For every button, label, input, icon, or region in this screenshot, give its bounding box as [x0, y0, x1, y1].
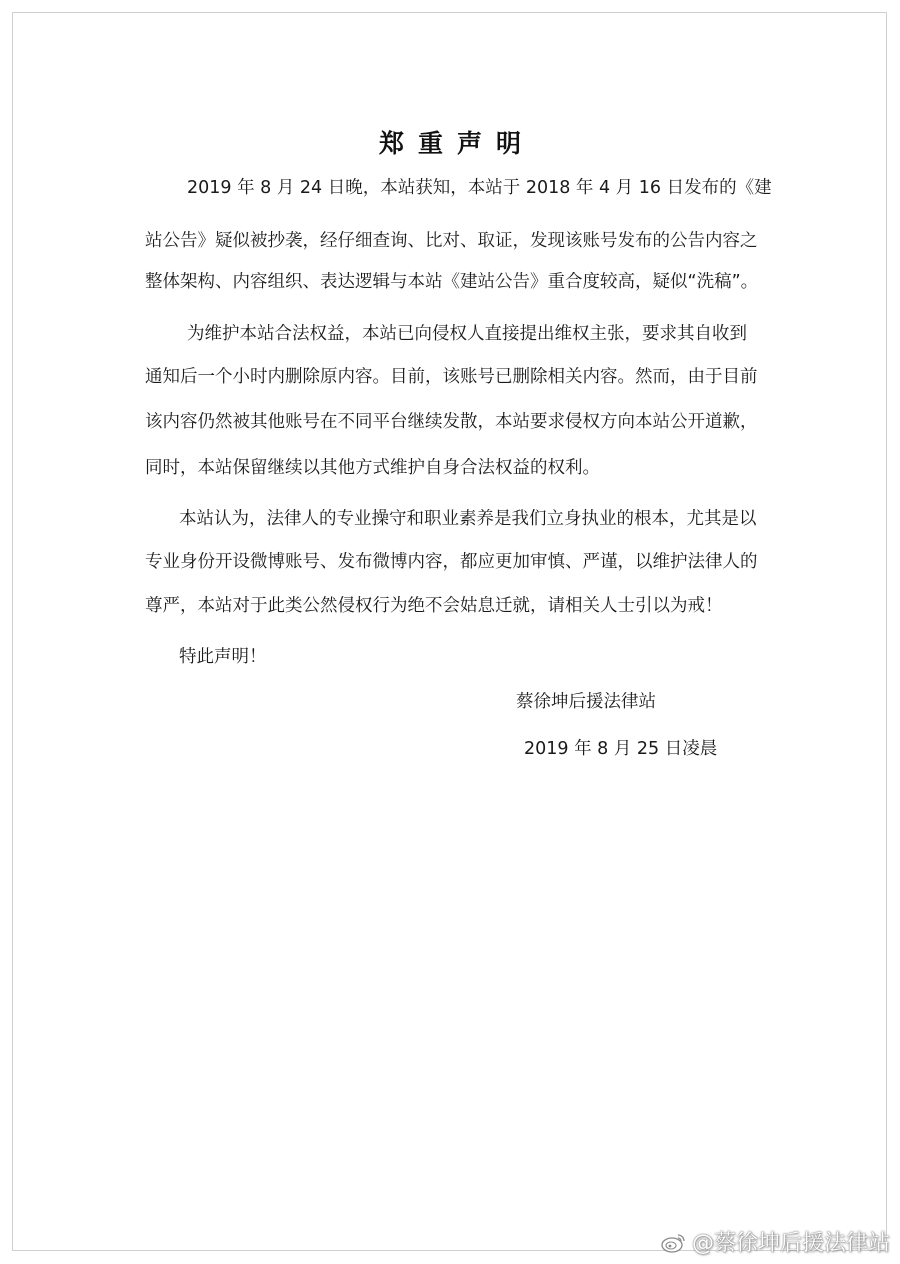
paragraph-2-line-1: 为维护本站合法权益，本站已向侵权人直接提出维权主张，要求其自收到 [187, 324, 747, 344]
paragraph-1-line-1: 2019 年 8 月 24 日晚，本站获知，本站于 2018 年 4 月 16 日发布的《建 [187, 178, 772, 198]
signature-organization: 蔡徐坤后援法律站 [516, 692, 656, 712]
paragraph-2-line-3: 该内容仍然被其他账号在不同平台继续发散，本站要求侵权方向本站公开道歉， [145, 412, 758, 432]
document-title: 郑重声明 [378, 129, 535, 158]
paragraph-2-line-4: 同时，本站保留继续以其他方式维护自身合法权益的权利。 [145, 458, 600, 478]
signature-date: 2019 年 8 月 25 日凌晨 [524, 739, 718, 759]
paragraph-4-line-1: 特此声明！ [179, 647, 267, 667]
paragraph-3-line-1: 本站认为，法律人的专业操守和职业素养是我们立身执业的根本，尤其是以 [179, 509, 757, 529]
paragraph-1-line-3: 整体架构、内容组织、表达逻辑与本站《建站公告》重合度较高，疑似“洗稿”。 [145, 272, 759, 292]
watermark-text: @蔡徐坤后援法律站 [691, 1231, 890, 1256]
paragraph-1-line-2: 站公告》疑似被抄袭，经仔细查询、比对、取证，发现该账号发布的公告内容之 [145, 231, 758, 251]
paragraph-2-line-2: 通知后一个小时内删除原内容。目前，该账号已删除相关内容。然而，由于目前 [145, 367, 758, 387]
weibo-icon [660, 1230, 688, 1254]
paragraph-3-line-3: 尊严，本站对于此类公然侵权行为绝不会姑息迁就，请相关人士引以为戒！ [145, 596, 723, 616]
weibo-watermark [660, 1226, 890, 1257]
paragraph-3-line-2: 专业身份开设微博账号、发布微博内容，都应更加审慎、严谨，以维护法律人的 [145, 552, 758, 572]
